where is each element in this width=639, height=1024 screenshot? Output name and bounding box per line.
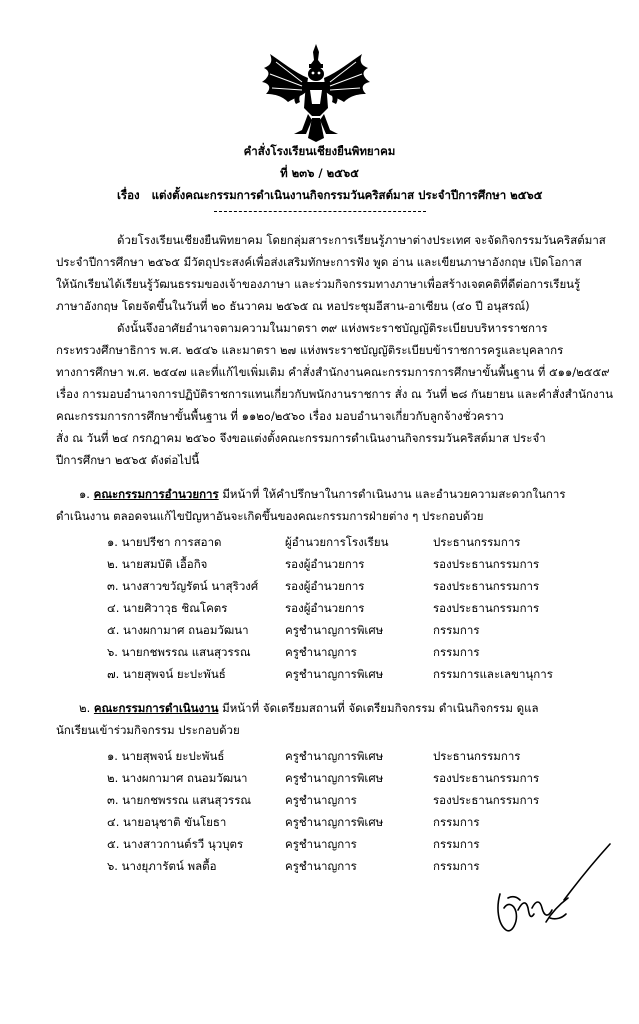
- section-number: ๒.: [79, 701, 91, 715]
- section-heading: [79, 486, 566, 504]
- member-role: รองประธานกรรมการ: [433, 579, 540, 593]
- member-row: [0, 600, 639, 618]
- member-role: กรรมการและเลขานุการ: [433, 667, 553, 681]
- paragraph-line: ให้นักเรียนได้เรียนรู้วัฒนธรรมของเจ้าของภาษา และร่วมกิจกรรมทางภาษาเพื่อสร้างเจตคติที่ดีต่อการเรียนรู้: [56, 277, 581, 291]
- member-name: ๕. นางสาวกานต์รวี นุวบุตร: [107, 837, 244, 851]
- member-role: รองประธานกรรมการ: [433, 771, 540, 785]
- member-position: ครูชำนาญการพิเศษ: [285, 749, 384, 763]
- subject-text: แต่งตั้งคณะกรรมการดำเนินงานกิจกรรมวันคริสต์มาส ประจำปีการศึกษา ๒๕๖๕: [151, 188, 543, 202]
- member-name: ๔. นายอนุชาติ ขันโยธา: [107, 815, 227, 829]
- member-position: ครูชำนาญการ: [285, 859, 357, 873]
- member-row: [0, 534, 639, 552]
- member-role: กรรมการ: [433, 623, 480, 637]
- section-duty: มีหน้าที่ ให้คำปรึกษาในการดำเนินงาน และอำนวยความสะดวกในการ: [222, 487, 566, 501]
- member-position: ผู้อำนวยการโรงเรียน: [285, 535, 389, 549]
- member-row: [0, 556, 639, 574]
- member-position: ครูชำนาญการพิเศษ: [285, 771, 384, 785]
- member-role: กรรมการ: [433, 859, 480, 873]
- handwritten-signature: [486, 838, 616, 948]
- paragraph-line: ปีการศึกษา ๒๕๖๕ ดังต่อไปนี้: [56, 453, 200, 467]
- paragraph-line: ภาษาอังกฤษ โดยจัดขึ้นในวันที่ ๒๐ ธันวาคม ๒๕๖๕ ณ หอประชุมอีสาน-อาเซียน (๔๐ ปี อนุสรณ์): [56, 299, 530, 313]
- paragraph-line: คณะกรรมการการศึกษาขั้นพื้นฐาน ที่ ๑๑๒๐/๒๕๖๐ เรื่อง มอบอำนาจเกี่ยวกับลูกจ้างชั่วคราว: [56, 409, 504, 423]
- section-duty-continued: ดำเนินงาน ตลอดจนแก้ไขปัญหาอันจะเกิดขึ้นของคณะกรรมการฝ่ายต่าง ๆ ประกอบด้วย: [56, 509, 484, 523]
- member-row: [0, 666, 639, 684]
- member-role: กรรมการ: [433, 645, 480, 659]
- member-position: ครูชำนาญการ: [285, 837, 357, 851]
- member-position: รองผู้อำนวยการ: [285, 557, 365, 571]
- member-role: รองประธานกรรมการ: [433, 601, 540, 615]
- member-row: [0, 814, 639, 832]
- member-name: ๕. นางผกามาศ ถนอมวัฒนา: [107, 623, 249, 637]
- member-name: ๔. นายศิวาวุธ ชิณโคตร: [107, 601, 228, 615]
- paragraph-line: เรื่อง การมอบอำนาจการปฏิบัติราชการแทนเกี่ยวกับพนักงานราชการ สั่ง ณ วันที่ ๒๘ กันยายน และคำสั่งสำนักงาน: [56, 387, 613, 401]
- member-position: ครูชำนาญการพิเศษ: [285, 667, 384, 681]
- member-position: ครูชำนาญการ: [285, 645, 357, 659]
- order-title: คำสั่งโรงเรียนเชียงยืนพิทยาคม: [243, 144, 396, 158]
- member-position: รองผู้อำนวยการ: [285, 579, 365, 593]
- order-number: ที่ ๒๓๖ / ๒๕๖๕: [280, 166, 359, 180]
- member-name: ๗. นายสุพจน์ ยะปะพันธ์: [107, 667, 226, 681]
- paragraph-line: ดังนั้นจึงอาศัยอำนาจตามความในมาตรา ๓๙ แห่งพระราชบัญญัติระเบียบบริหารราชการ: [117, 321, 548, 335]
- member-role: กรรมการ: [433, 837, 480, 851]
- subject-label: เรื่อง: [117, 188, 140, 202]
- member-row: [0, 578, 639, 596]
- member-name: ๒. นางผกามาศ ถนอมวัฒนา: [107, 771, 248, 785]
- member-position: ครูชำนาญการ: [285, 793, 357, 807]
- paragraph-line: สั่ง ณ วันที่ ๒๔ กรกฎาคม ๒๕๖๐ จึงขอแต่งตั้งคณะกรรมการดำเนินงานกิจกรรมวันคริสต์มาส ประจำ: [56, 431, 546, 445]
- paragraph-line: กระทรวงศึกษาธิการ พ.ศ. ๒๕๔๖ และมาตรา ๒๗ แห่งพระราชบัญญัติระเบียบข้าราชการครูและบุคลากร: [56, 343, 564, 357]
- member-row: [0, 748, 639, 766]
- member-row: [0, 770, 639, 788]
- member-role: ประธานกรรมการ: [433, 749, 521, 763]
- subject-line: [117, 187, 542, 205]
- member-name: ๑. นายสุพจน์ ยะปะพันธ์: [107, 749, 225, 763]
- section-title: คณะกรรมการดำเนินงาน: [93, 701, 219, 715]
- member-name: ๑. นายปรีชา การสอาด: [107, 535, 222, 549]
- member-name: ๓. นายกชพรรณ แสนสุวรรณ: [107, 793, 252, 807]
- member-position: ครูชำนาญการพิเศษ: [285, 623, 384, 637]
- divider: [214, 211, 426, 212]
- member-name: ๖. นางยุภารัตน์ พลตื้อ: [107, 859, 217, 873]
- member-role: กรรมการ: [433, 815, 480, 829]
- member-row: [0, 644, 639, 662]
- paragraph-line: ด้วยโรงเรียนเชียงยืนพิทยาคม โดยกลุ่มสาระการเรียนรู้ภาษาต่างประเทศ จะจัดกิจกรรมวันคริสต์มาส: [117, 233, 606, 247]
- member-position: รองผู้อำนวยการ: [285, 601, 365, 615]
- paragraph-line: ทางการศึกษา พ.ศ. ๒๕๔๗ และที่แก้ไขเพิ่มเติม คำสั่งสำนักงานคณะกรรมการการศึกษาขั้นพื้นฐาน ที่ ๕๑๑/๒๕๕๙: [56, 365, 610, 379]
- garuda-emblem-icon: [258, 42, 374, 144]
- section-duty-continued: นักเรียนเข้าร่วมกิจกรรม ประกอบด้วย: [56, 723, 240, 737]
- paragraph-line: ประจำปีการศึกษา ๒๕๖๕ มีวัตถุประสงค์เพื่อส่งเสริมทักษะการฟัง พูด อ่าน และเขียนภาษาอังกฤษ เปิดโอกาส: [56, 255, 582, 269]
- member-role: รองประธานกรรมการ: [433, 557, 540, 571]
- member-role: รองประธานกรรมการ: [433, 793, 540, 807]
- section-duty: มีหน้าที่ จัดเตรียมสถานที่ จัดเตรียมกิจกรรม ดำเนินกิจกรรม ดูแล: [222, 701, 539, 715]
- section-number: ๑.: [79, 487, 90, 501]
- section-heading: [79, 700, 539, 718]
- member-name: ๒. นายสมบัติ เอื้อกิจ: [107, 557, 208, 571]
- member-row: [0, 622, 639, 640]
- member-position: ครูชำนาญการพิเศษ: [285, 815, 384, 829]
- member-row: [0, 792, 639, 810]
- member-name: ๖. นายกชพรรณ แสนสุวรรณ: [107, 645, 251, 659]
- member-name: ๓. นางสาวขวัญรัตน์ นาสุริวงศ์: [107, 579, 259, 593]
- section-title: คณะกรรมการอำนวยการ: [93, 487, 219, 501]
- member-role: ประธานกรรมการ: [433, 535, 521, 549]
